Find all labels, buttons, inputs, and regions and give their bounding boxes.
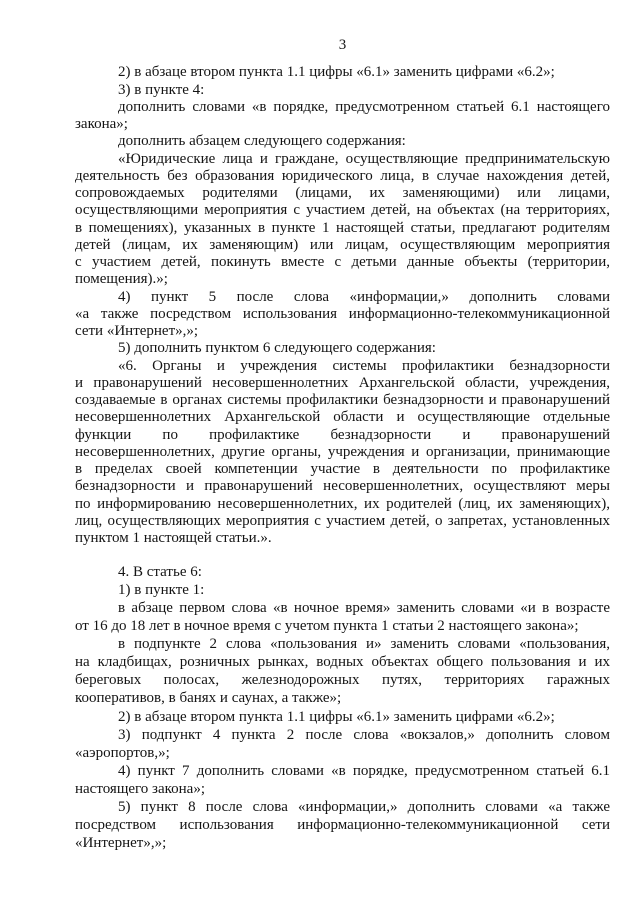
text-line: дополнить абзацем следующего содержания:: [118, 133, 406, 150]
text-line: от 16 до 18 лет в ночное время с учетом пункта 1 статьи 2 настоящего закона»;: [75, 618, 579, 635]
text-line: «а также посредством использования информационно-телекоммуникационной: [75, 305, 610, 322]
paragraph: [75, 599, 610, 635]
text-line: 5) дополнить пунктом 6 следующего содержания:: [118, 340, 436, 357]
text-line: пунктом 1 настоящей статьи.».: [75, 530, 272, 547]
page-number: 3: [338, 37, 347, 53]
paragraph: [75, 726, 610, 762]
text-line: «6. Органы и учреждения системы профилактики безнадзорности: [118, 357, 610, 374]
text-line: 4. В статье 6:: [118, 564, 202, 580]
text-line: кооперативов, в банях и саунах, а также»;: [75, 690, 342, 707]
text-line: детей (лицам, их заменяющим) или лицам, осуществляющим мероприятия: [75, 236, 610, 253]
text-line: 1) в пункте 1:: [118, 582, 205, 599]
text-section: [75, 563, 610, 852]
paragraph: [75, 64, 610, 81]
text-line: в пределах своей компетенции участие в деятельности по профилактике: [75, 461, 610, 478]
text-line: помещения).»;: [75, 271, 168, 288]
text-line: в абзаце первом слова «в ночное время» заменить словами «и в возрасте: [118, 600, 610, 617]
text-line: настоящего закона»;: [75, 780, 206, 797]
text-line: создаваемые в органах системы профилактики безнадзорности и правонарушений: [75, 392, 610, 409]
text-line: «Интернет»,»;: [75, 834, 167, 851]
text-line: «аэропортов,»;: [75, 744, 170, 761]
paragraph: [75, 151, 610, 289]
text-line: лиц, осуществляющих мероприятия с участием детей, о запретах, установленных: [75, 512, 610, 529]
paragraph: [75, 798, 610, 852]
paragraph: [75, 289, 610, 341]
text-line: несовершеннолетних, другие органы, учреждения и организации, принимающие: [75, 443, 610, 460]
text-line: на кладбищах, розничных рынках, водных объектах общего пользования и их: [75, 654, 610, 671]
text-line: береговых полосах, железнодорожных путях, территориях гаражных: [75, 672, 610, 689]
text-line: с участием детей, покинуть вместе с детьми данные объекты (территории,: [75, 254, 610, 271]
text-line: в помещениях), указанных в пункте 1 настоящей статьи, предлагают родителям: [75, 219, 610, 236]
text-line: закона»;: [75, 116, 128, 133]
text-line: 3) в пункте 4:: [118, 81, 205, 98]
text-line: 4) пункт 7 дополнить словами «в порядке, предусмотренном статьей 6.1: [118, 762, 610, 779]
text-line: функции по профилактике безнадзорности и правонарушений: [75, 426, 610, 443]
text-line: деятельность без образования юридического лица, в случае нахождения детей,: [75, 167, 610, 184]
text-line: 3) подпункт 4 пункта 2 после слова «вокзалов,» дополнить словом: [118, 726, 610, 743]
text-section: [75, 64, 610, 547]
paragraph: [75, 708, 610, 726]
text-line: 5) пункт 8 после слова «информации,» дополнить словами «а также: [118, 798, 610, 815]
text-line: 4) пункт 5 после слова «информации,» дополнить словами: [118, 288, 610, 305]
paragraph: [75, 133, 610, 150]
text-line: по информированию несовершеннолетних, их родителей (лиц, их заменяющих),: [75, 495, 610, 512]
paragraph: [75, 635, 610, 707]
paragraph: [75, 358, 610, 548]
text-line: дополнить словами «в порядке, предусмотренном статьей 6.1 настоящего: [118, 98, 610, 115]
text-line: безнадзорности и правонарушений несовершеннолетних, осуществляют меры: [75, 478, 610, 495]
paragraph: [75, 340, 610, 357]
text-line: осуществляющими мероприятия с участием детей, на объектах (на территориях,: [75, 202, 610, 219]
text-line: сопровождаемых родителями (лицами, их заменяющими) или лицами,: [75, 185, 610, 202]
text-line: «Юридические лица и граждане, осуществляющие предпринимательскую: [118, 150, 610, 167]
text-line: 2) в абзаце втором пункта 1.1 цифры «6.1» заменить цифрами «6.2»;: [118, 64, 555, 81]
text-line: в подпункте 2 слова «пользования и» заменить словами «пользования,: [118, 636, 610, 653]
text-line: несовершеннолетних Архангельской области и осуществляющие отдельные: [75, 409, 610, 426]
text-line: и правонарушений несовершеннолетних Архангельской области, учреждения,: [75, 374, 610, 391]
paragraph: [75, 563, 610, 581]
text-line: 2) в абзаце втором пункта 1.1 цифры «6.1» заменить цифрами «6.2»;: [118, 708, 555, 725]
paragraph: [75, 99, 610, 134]
paragraph: [75, 581, 610, 599]
text-line: сети «Интернет»,»;: [75, 323, 199, 340]
text-line: посредством использования информационно-телекоммуникационной сети: [75, 816, 610, 833]
paragraph: [75, 762, 610, 798]
paragraph: [75, 82, 610, 99]
